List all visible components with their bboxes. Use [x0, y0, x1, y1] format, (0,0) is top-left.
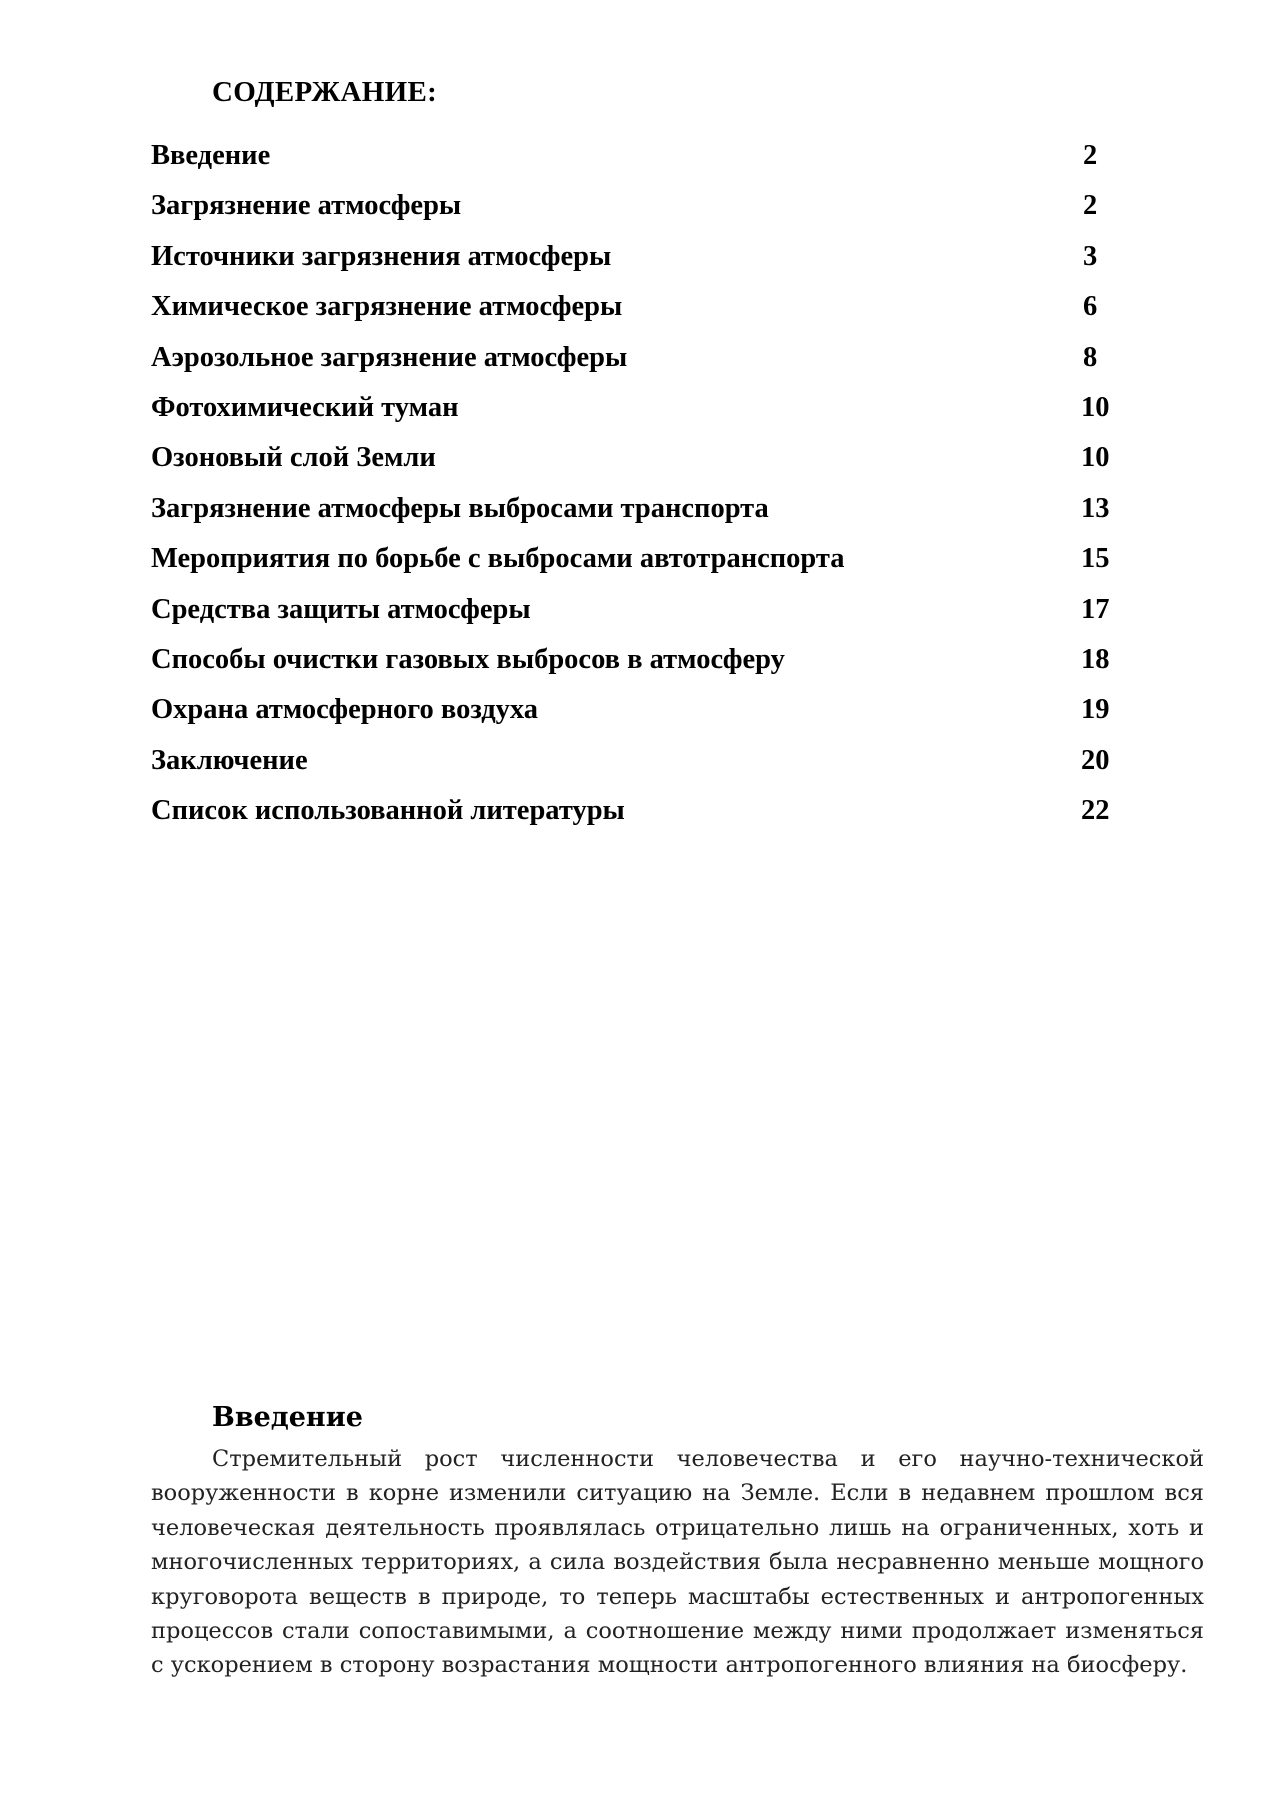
toc-item-label: Аэрозольное загрязнение атмосферы: [151, 341, 628, 373]
toc-item-label: Загрязнение атмосферы: [151, 190, 462, 222]
toc-item: [151, 139, 1111, 189]
toc-item: [151, 240, 1111, 290]
toc-item-page: 13: [1081, 492, 1110, 524]
toc-item: [151, 492, 1111, 542]
toc-item-label: Средства защиты атмосферы: [151, 593, 531, 625]
toc-item-page: 19: [1081, 694, 1110, 726]
intro-heading: Введение: [212, 1402, 363, 1433]
toc-item-label: Список использованной литературы: [151, 795, 625, 827]
toc-item-page: 2: [1083, 190, 1098, 222]
toc-item-page: 22: [1081, 795, 1110, 827]
toc-item-label: Фотохимический туман: [151, 391, 459, 423]
table-of-contents: [151, 139, 1111, 844]
toc-item: [151, 693, 1111, 743]
toc-item: [151, 391, 1111, 441]
toc-item-page: 10: [1081, 442, 1110, 474]
toc-item-page: 10: [1081, 391, 1110, 423]
toc-title: СОДЕРЖАНИЕ:: [212, 76, 438, 108]
toc-item-label: Озоновый слой Земли: [151, 442, 436, 474]
toc-item: [151, 341, 1111, 391]
toc-item-page: 6: [1083, 291, 1098, 323]
toc-item: [151, 290, 1111, 340]
toc-item-label: Загрязнение атмосферы выбросами транспорта: [151, 492, 769, 524]
toc-item: [151, 441, 1111, 491]
toc-item: [151, 744, 1111, 794]
toc-item-page: 15: [1081, 543, 1110, 575]
toc-item-label: Способы очистки газовых выбросов в атмосферу: [151, 643, 785, 675]
toc-item-label: Химическое загрязнение атмосферы: [151, 291, 623, 323]
toc-item-page: 18: [1081, 643, 1110, 675]
toc-item-label: Источники загрязнения атмосферы: [151, 240, 612, 272]
toc-item-page: 3: [1083, 240, 1098, 272]
toc-item: [151, 542, 1111, 592]
toc-item: [151, 643, 1111, 693]
toc-item-label: Заключение: [151, 744, 308, 776]
toc-item: [151, 794, 1111, 844]
toc-item: [151, 593, 1111, 643]
toc-item-page: 20: [1081, 744, 1110, 776]
intro-paragraph: Стремительный рост численности человечества и его научно-технической вооруженности в корне изменили ситуацию на Земле. Если в недавнем прошлом вся человеческая деятельность проявлялась отрицательно лишь на ограниченных, хоть и многочисленных территориях, а сила воздействия была несравненно меньше мощного круговорота веществ в природе, то теперь масштабы естественных и антропогенных процессов стали сопоставимыми, а соотношение между ними продолжает изменяться с ускорением в сторону возрастания мощности антропогенного влияния на биосферу.: [151, 1446, 1204, 1679]
toc-item-page: 2: [1083, 140, 1098, 171]
toc-item-page: 8: [1083, 341, 1098, 373]
toc-item-label: Охрана атмосферного воздуха: [151, 694, 539, 726]
toc-item: [151, 189, 1111, 239]
toc-item-page: 17: [1081, 593, 1110, 625]
toc-item-label: Введение: [151, 140, 271, 171]
toc-item-label: Мероприятия по борьбе с выбросами автотранспорта: [151, 543, 845, 575]
